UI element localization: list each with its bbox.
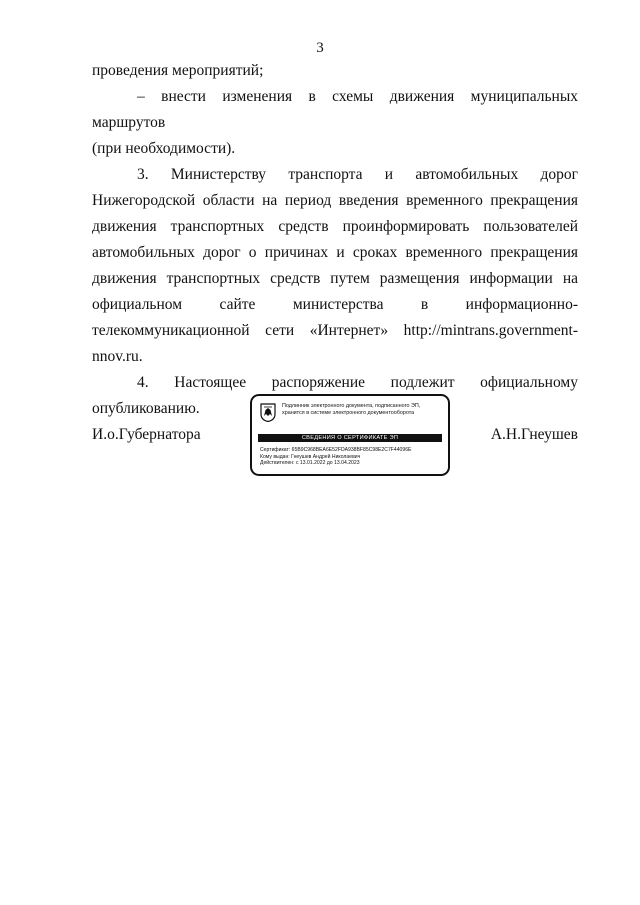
stamp-validity: Действителен: с 13.01.2022 до 13.04.2023 — [260, 460, 360, 467]
paragraph-4: 4. Настоящее распоряжение подлежит официальному — [137, 374, 578, 391]
coat-of-arms-icon — [260, 403, 276, 422]
stamp-header-line1: Подлинник электронного документа, подписанного ЭП, — [282, 403, 421, 409]
stamp-header — [282, 403, 447, 417]
electronic-signature-stamp — [250, 394, 450, 476]
stamp-header-line2: хранится в системе электронного документооборота — [282, 410, 415, 416]
paragraph-item-dash-end: (при необходимости). — [92, 140, 236, 157]
stamp-certificate: Сертификат: 65B9C968BEA6E52FDA938BF85C98E2C7F44096E — [260, 447, 412, 453]
stamp-title-bar: СВЕДЕНИЯ О СЕРТИФИКАТЕ ЭП — [258, 434, 442, 442]
paragraph-continuation: проведения мероприятий; — [92, 62, 264, 79]
paragraph-4-end: опубликованию. — [92, 400, 200, 417]
paragraph-3: 3. Министерству транспорта и автомобильных дорог Нижегородской области на период введения временного прекращения движения транспортных средств проинформировать пользователей автомобильных дорог о причинах и сроках временного прекращения движения транспортных средств путем размещения информации на официальном сайте министерства в информационно-телекоммуникационной сети «Интернет» http://mintrans.government-nnov.ru. — [92, 166, 578, 365]
stamp-details — [260, 447, 446, 467]
page-number: 3 — [316, 40, 324, 56]
stamp-issued-to: Кому выдан: Гнеушев Андрей Николаевич — [260, 453, 361, 460]
signatory-name: А.Н.Гнеушев — [490, 426, 578, 443]
signatory-position: И.о.Губернатора — [92, 426, 201, 443]
body-text — [92, 58, 578, 422]
paragraph-item-dash: – внести изменения в схемы движения муниципальных маршрутов — [92, 88, 578, 131]
